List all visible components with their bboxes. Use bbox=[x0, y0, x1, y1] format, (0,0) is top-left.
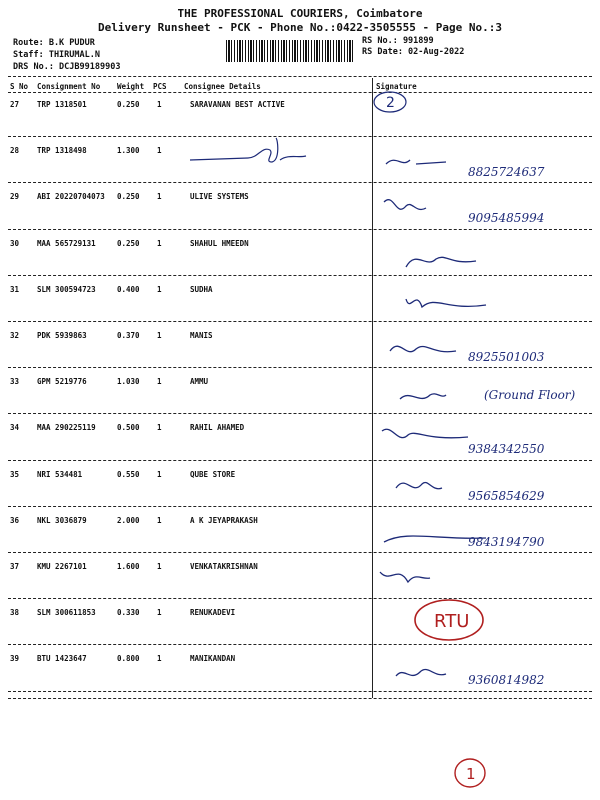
col-header-consignee: Consignee Details bbox=[184, 82, 261, 91]
cell-pcs: 1 bbox=[157, 377, 162, 387]
cell-pcs: 1 bbox=[157, 100, 162, 109]
cell-consignee: QUBE STORE bbox=[190, 469, 236, 479]
svg-text:2: 2 bbox=[386, 95, 395, 111]
cell-consignee: VENKATAKRISHNAN bbox=[190, 562, 258, 571]
cell-sno: 30 bbox=[10, 238, 20, 248]
signature-cell bbox=[376, 239, 586, 279]
cell-consignment: ABI 20220704073 bbox=[37, 192, 105, 202]
cell-consignee: A K JEYAPRAKASH bbox=[190, 515, 258, 525]
company-title: THE PROFESSIONAL COURIERS, Coimbatore bbox=[177, 7, 423, 20]
cell-consignment: SLM 300594723 bbox=[37, 284, 96, 294]
handwritten-signature bbox=[376, 470, 586, 510]
cell-weight: 1.030 bbox=[117, 377, 140, 387]
cell-consignment: BTU 1423647 bbox=[37, 654, 87, 664]
col-header-weight: Weight bbox=[117, 82, 145, 91]
cell-consignee: RAHIL AHAMED bbox=[190, 423, 245, 433]
page-circle-mark bbox=[452, 756, 488, 790]
cell-consignment: NKL 3036879 bbox=[37, 515, 87, 525]
cell-pcs: 1 bbox=[157, 562, 162, 571]
svg-text:RTU: RTU bbox=[434, 611, 470, 632]
signature-note: 8925501003 bbox=[468, 350, 545, 364]
cell-sno: 34 bbox=[10, 423, 20, 433]
cell-weight: 0.330 bbox=[117, 608, 140, 618]
cell-consignee: AMMU bbox=[190, 377, 209, 387]
handwritten-signature bbox=[376, 331, 586, 371]
cell-sno: 38 bbox=[10, 608, 20, 618]
cell-consignee: SUDHA bbox=[190, 284, 213, 294]
route-label: Route: B.K PUDUR bbox=[13, 38, 95, 48]
cell-consignment: KMU 2267101 bbox=[37, 562, 87, 571]
cell-sno: 36 bbox=[10, 515, 20, 525]
runsheet-subtitle: Delivery Runsheet - PCK - Phone No.:0422-3505555 - Page No.:3 bbox=[98, 21, 502, 34]
handwritten-signature bbox=[376, 239, 586, 279]
cell-consignee: MANIKANDAN bbox=[190, 654, 236, 664]
signature-cell bbox=[376, 285, 586, 325]
signature-cell bbox=[376, 516, 586, 556]
barcode bbox=[226, 40, 354, 62]
cell-consignee: SARAVANAN BEST ACTIVE bbox=[190, 100, 285, 109]
cell-weight: 0.500 bbox=[117, 423, 140, 433]
col-header-sno: S No bbox=[10, 82, 29, 91]
cell-weight: 0.250 bbox=[117, 192, 140, 202]
cell-consignment: NRI 534481 bbox=[37, 469, 83, 479]
handwritten-signature bbox=[376, 192, 586, 232]
cell-consignee: RENUKADEVI bbox=[190, 608, 236, 618]
signature-note: 9384342550 bbox=[468, 442, 545, 457]
signature-note: 9095485994 bbox=[468, 211, 545, 226]
handwritten-signature bbox=[376, 423, 586, 463]
signature-note: 8825724637 bbox=[468, 165, 545, 180]
cell-sno: 27 bbox=[10, 100, 20, 109]
row28-consignee-scribble bbox=[188, 136, 328, 172]
signature-cell bbox=[376, 146, 586, 186]
rs-number: RS No.: 991899 bbox=[362, 36, 434, 46]
signature-cell bbox=[376, 331, 586, 371]
cell-pcs: 1 bbox=[157, 654, 162, 664]
cell-sno: 31 bbox=[10, 284, 20, 294]
cell-consignee: SHAHUL HMEEDN bbox=[190, 238, 249, 248]
table-bottom-rule bbox=[8, 698, 592, 699]
handwritten-signature bbox=[376, 146, 586, 186]
rtu-stamp bbox=[412, 596, 486, 644]
cell-weight: 0.250 bbox=[117, 238, 140, 248]
handwritten-signature bbox=[376, 377, 586, 417]
svg-text:1: 1 bbox=[466, 765, 476, 783]
signature-note: (Ground Floor) bbox=[484, 388, 576, 403]
signature-cell bbox=[376, 192, 586, 232]
cell-weight: 0.800 bbox=[117, 654, 140, 664]
col-header-consignment: Consignment No bbox=[37, 82, 101, 91]
staff-label: Staff: THIRUMAL.N bbox=[13, 50, 100, 60]
drs-number: DRS No.: DCJB99189903 bbox=[13, 62, 121, 72]
cell-pcs: 1 bbox=[157, 331, 162, 340]
cell-consignment: MAA 290225119 bbox=[37, 423, 96, 433]
signature-cell bbox=[376, 423, 586, 463]
header-bottom-rule bbox=[8, 92, 592, 93]
cell-consignee: ULIVE SYSTEMS bbox=[190, 192, 249, 202]
cell-sno: 39 bbox=[10, 654, 20, 664]
signature-cell bbox=[376, 470, 586, 510]
cell-sno: 37 bbox=[10, 562, 20, 571]
handwritten-signature bbox=[376, 516, 586, 556]
signature-cell bbox=[376, 654, 586, 694]
cell-consignment: GPM 5219776 bbox=[37, 377, 87, 387]
cell-pcs: 1 bbox=[157, 469, 162, 479]
cell-pcs: 1 bbox=[157, 238, 162, 248]
cell-weight: 1.300 bbox=[117, 146, 140, 156]
cell-pcs: 1 bbox=[157, 146, 162, 156]
cell-weight: 0.250 bbox=[117, 100, 140, 109]
signature-note: 9565854629 bbox=[468, 488, 545, 503]
handwritten-signature bbox=[376, 654, 586, 694]
handwritten-signature bbox=[376, 100, 586, 140]
cell-sno: 29 bbox=[10, 192, 20, 202]
cell-pcs: 1 bbox=[157, 515, 162, 525]
signature-column-divider bbox=[372, 78, 373, 698]
cell-consignment: SLM 300611853 bbox=[37, 608, 96, 618]
cell-pcs: 1 bbox=[157, 192, 162, 202]
cell-pcs: 1 bbox=[157, 284, 162, 294]
col-header-signature: Signature bbox=[376, 82, 417, 91]
cell-pcs: 1 bbox=[157, 608, 162, 618]
cell-consignee: MANIS bbox=[190, 331, 213, 340]
rs-date: RS Date: 02-Aug-2022 bbox=[362, 47, 465, 57]
cell-weight: 0.550 bbox=[117, 469, 140, 479]
signature-cell bbox=[376, 377, 586, 417]
cell-weight: 1.600 bbox=[117, 562, 140, 571]
col-header-pcs: PCS bbox=[153, 82, 167, 91]
cell-consignment: TRP 1318498 bbox=[37, 146, 87, 156]
cell-sno: 28 bbox=[10, 146, 20, 156]
signature-note: 9843194790 bbox=[468, 534, 545, 549]
cell-weight: 2.000 bbox=[117, 515, 140, 525]
cell-weight: 0.370 bbox=[117, 331, 140, 340]
cell-consignment: PDK 5939863 bbox=[37, 331, 87, 340]
cell-sno: 35 bbox=[10, 469, 20, 479]
cell-consignment: TRP 1318501 bbox=[37, 100, 87, 109]
handwritten-signature bbox=[376, 285, 586, 325]
cell-pcs: 1 bbox=[157, 423, 162, 433]
cell-weight: 0.400 bbox=[117, 284, 140, 294]
cell-sno: 33 bbox=[10, 377, 20, 387]
cell-consignment: MAA 565729131 bbox=[37, 238, 96, 248]
signature-cell bbox=[376, 100, 586, 140]
table-top-rule bbox=[8, 76, 592, 77]
signature-note: 9360814982 bbox=[468, 673, 545, 688]
cell-sno: 32 bbox=[10, 331, 20, 340]
